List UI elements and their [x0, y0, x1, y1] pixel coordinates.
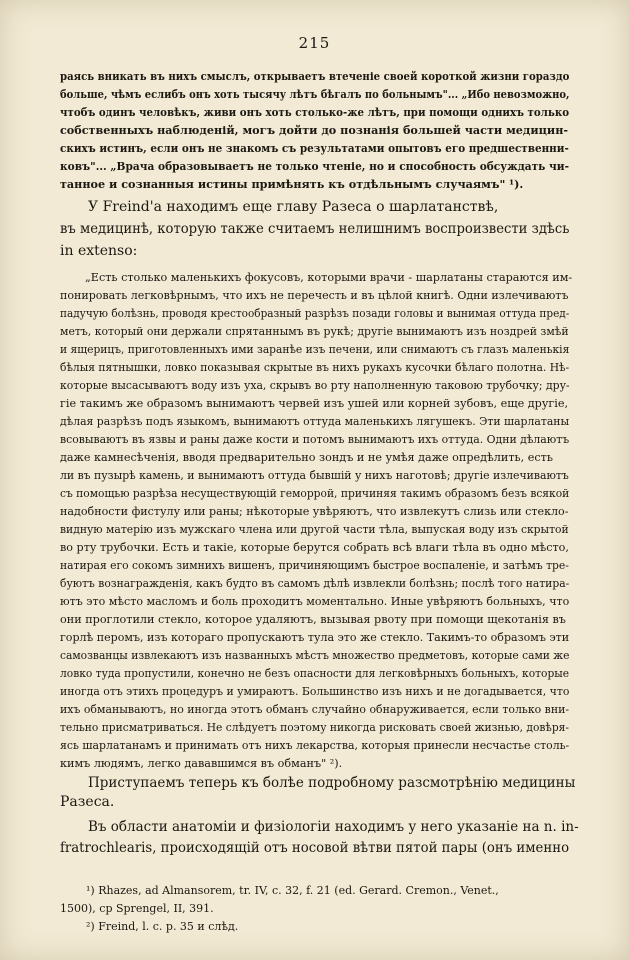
text-line: понировать легковѣрнымъ, что ихъ не перечесть и въ цѣлой книгѣ. Одни излечиваютъ — [60, 289, 569, 302]
text-line: ихъ обманываютъ, но иногда этотъ обманъ случайно обнаруживается, если только вни- — [60, 703, 570, 716]
text-line: они проглотили стекло, которое удаляютъ, вызывая рвоту при помощи щекотанія въ — [60, 613, 566, 626]
footnote-1: ¹) Rhazes, ad Almansorem, tr. IV, c. 32, f. 21 (ed. Gerard. Cremon., Venet., — [86, 884, 499, 897]
text-line: раясь вникать въ нихъ смыслъ, открываетъ втеченіе своей короткой жизни гораздо — [60, 69, 570, 83]
text-line: больше, чѣмъ еслибъ онъ хоть тысячу лѣтъ бѣгалъ по больнымъ"... „Ибо невозможно, — [60, 87, 570, 101]
text-line: во рту трубочки. Есть и такіе, которые берутся собрать всѣ влаги тѣла въ одно мѣсто, — [60, 541, 569, 554]
text-line: видную матерію изъ мужскаго члена или другой части тѣла, выпуская воду изъ скрытой — [60, 523, 569, 536]
text-line: ли въ пузырѣ камень, и вынимаютъ оттуда бывшій у нихъ наготовѣ; другіе излечиваютъ — [60, 469, 569, 482]
text-line: дѣлая разрѣзъ подъ языкомъ, вынимаютъ оттуда маленькихъ лягушекъ. Эти шарлатаны — [60, 415, 570, 428]
text-line: которые высасываютъ воду изъ уха, скрывъ во рту наполненную таковою трубочку; дру- — [60, 379, 570, 392]
text-line: всовываютъ въ язвы и раны даже кости и потомъ вынимаютъ ихъ оттуда. Одни дѣлаютъ — [60, 433, 570, 446]
footnote-1-cont: 1500), cp Sprengel, II, 391. — [60, 902, 214, 915]
text-line: У Freind'а находимъ еще главу Разеса о шарлатанствѣ, — [88, 199, 499, 215]
text-line: собственныхъ наблюденій, могъ дойти до познанія большей части медицин- — [60, 123, 569, 137]
text-line: ютъ это мѣсто масломъ и боль проходитъ моментально. Иные увѣряютъ больныхъ, что — [60, 595, 570, 608]
text-line: ковъ"... „Врача образовываетъ не только чтеніе, но и способность обсуждать чи- — [60, 159, 570, 173]
text-line: ловко туда пропустили, конечно не безъ опасности для легковѣрныхъ больныхъ, которые — [60, 667, 570, 680]
text-line: натирая его сокомъ зимнихъ вишенъ, причиняющимъ быстрое воспаленіе, и затѣмъ тре- — [60, 559, 569, 572]
text-line: съ помощью разрѣза несуществующій геморрой, причиняя такимъ образомъ безъ всякой — [60, 487, 570, 500]
text-line: чтобъ одинъ человѣкъ, живи онъ хоть столько-же лѣтъ, при помощи однихъ только — [60, 105, 570, 119]
footnote-2: ²) Freind, l. c. p. 35 и слѣд. — [86, 920, 239, 933]
text-line: гіе такимъ же образомъ вынимаютъ червей изъ ушей или корней зубовъ, еще другіе, — [60, 397, 569, 410]
text-line: буютъ вознагражденія, какъ будто въ самомъ дѣлѣ извлекли болѣзнь; послѣ того натира- — [60, 577, 570, 590]
text-line: Въ области анатоміи и физіологіи находимъ у него указаніе на n. in- — [88, 819, 579, 835]
text-line: тельно присматриваться. Не слѣдуетъ поэтому никогда рисковать своей жизнью, довѣря- — [60, 721, 569, 734]
text-line: танное и сознанныя истины примѣнять къ отдѣльнымъ случаямъ" ¹). — [60, 177, 524, 191]
text-line: Приступаемъ теперь къ болѣе подробному разсмотрѣнію медицины — [88, 775, 576, 791]
text-line: бѣлыя пятнышки, ловко показывая скрытые въ нихъ рукахъ кусочки бѣлаго полотна. Нѣ- — [60, 361, 570, 374]
text-line: иногда отъ этихъ процедуръ и умираютъ. Большинство изъ нихъ и не догадывается, что — [60, 685, 570, 698]
text-line: Разеса. — [60, 794, 115, 810]
text-line: метъ, который они держали спрятаннымъ въ рукѣ; другіе вынимаютъ изъ ноздрей змѣй — [60, 325, 569, 338]
text-line: падучую болѣзнь, проводя крестообразный разрѣзъ позади головы и вынимая оттуда пред- — [60, 307, 570, 320]
text-line: кимъ людямъ, легко дававшимся въ обманъ" ²). — [60, 757, 343, 770]
text-line: ясь шарлатанамъ и принимать отъ нихъ лекарства, которыя принесли несчастье столь- — [60, 739, 570, 752]
text-line: скихъ истинъ, если онъ не знакомъ съ результатами опытовъ его предшественни- — [60, 141, 569, 155]
text-line: въ медицинѣ, которую также считаемъ нелишнимъ воспроизвести здѣсь — [60, 221, 570, 237]
text-line: самозванцы извлекаютъ изъ названныхъ мѣстъ множество предметовъ, которые сами же — [60, 649, 570, 662]
text-line: „Есть столько маленькихъ фокусовъ, которыми врачи - шарлатаны стараются им- — [85, 271, 573, 284]
text-line: in extenso: — [60, 243, 138, 259]
text-line: и ящерицъ, приготовленныхъ ими заранѣе изъ печени, или снимаютъ съ глазъ маленькія — [60, 343, 570, 356]
text-line: надобности фистулу или раны; нѣкоторые увѣряютъ, что извлекутъ слизь или стекло- — [60, 505, 569, 518]
text-line: горлѣ перомъ, изъ котораго пропускаютъ тула это же стекло. Такимъ-то образомъ эти — [60, 631, 570, 644]
text-line: fratrochlearis, происходящій отъ носовой вѣтви пятой пары (онъ именно — [60, 840, 570, 856]
text-line: даже камнесѣченія, вводя предварительно зондъ и не умѣя даже опредѣлить, есть — [60, 451, 553, 464]
page-number: 215 — [298, 34, 331, 52]
